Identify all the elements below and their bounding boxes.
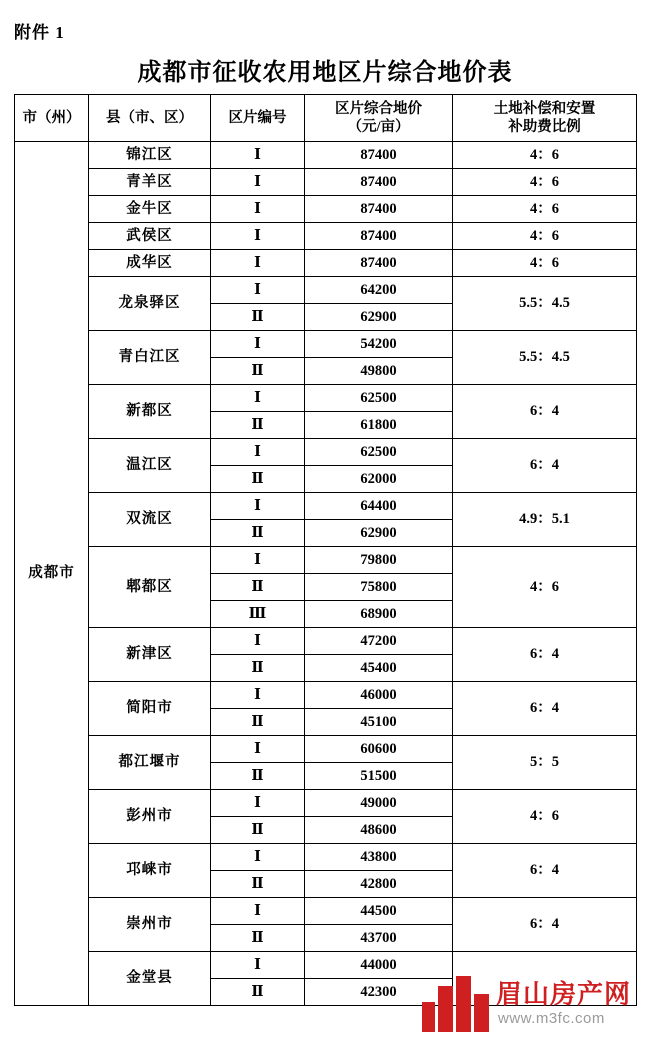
- cell-price: 68900: [305, 601, 453, 628]
- cell-zone-code: Ⅰ: [211, 223, 305, 250]
- cell-price: 87400: [305, 223, 453, 250]
- cell-price: 87400: [305, 169, 453, 196]
- cell-zone-code: Ⅱ: [211, 871, 305, 898]
- cell-price: 87400: [305, 196, 453, 223]
- table-row: [15, 547, 637, 574]
- cell-price: 45400: [305, 655, 453, 682]
- watermark: [422, 968, 642, 1038]
- cell-zone-code: Ⅱ: [211, 466, 305, 493]
- cell-ratio: 4：6: [453, 169, 637, 196]
- table-row: [15, 628, 637, 655]
- cell-zone-code: Ⅱ: [211, 979, 305, 1006]
- cell-zone-code: Ⅰ: [211, 547, 305, 574]
- cell-zone-code: Ⅱ: [211, 358, 305, 385]
- cell-zone-code: Ⅰ: [211, 385, 305, 412]
- cell-price: 43800: [305, 844, 453, 871]
- cell-price: 79800: [305, 547, 453, 574]
- cell-ratio: 4：6: [453, 790, 637, 844]
- cell-county: 青白江区: [89, 331, 211, 385]
- cell-ratio: 6：4: [453, 898, 637, 952]
- cell-price: 44500: [305, 898, 453, 925]
- land-price-table: [14, 94, 637, 1006]
- cell-county: 双流区: [89, 493, 211, 547]
- cell-ratio: 4：6: [453, 196, 637, 223]
- table-row: [15, 331, 637, 358]
- table-row: [15, 277, 637, 304]
- cell-ratio: 4：6: [453, 250, 637, 277]
- table-row: [15, 223, 637, 250]
- cell-zone-code: Ⅰ: [211, 790, 305, 817]
- column-header-ratio: [453, 95, 637, 142]
- cell-price: 60600: [305, 736, 453, 763]
- cell-zone-code: Ⅰ: [211, 142, 305, 169]
- cell-ratio: 6：4: [453, 682, 637, 736]
- page-title: 成都市征收农用地区片综合地价表: [137, 60, 513, 86]
- cell-price: 61800: [305, 412, 453, 439]
- column-header-price-line1: 区片综合地价: [335, 100, 422, 117]
- cell-county: 温江区: [89, 439, 211, 493]
- watermark-site-name: 眉山房产网: [496, 979, 632, 1009]
- cell-county: 邛崃市: [89, 844, 211, 898]
- table-row: [15, 844, 637, 871]
- cell-price: 87400: [305, 142, 453, 169]
- column-header-zone-code: 区片编号: [211, 95, 305, 142]
- cell-price: 54200: [305, 331, 453, 358]
- cell-price: 62900: [305, 520, 453, 547]
- column-header-ratio-line1: 土地补偿和安置: [493, 100, 596, 117]
- cell-zone-code: Ⅰ: [211, 898, 305, 925]
- cell-county: 新津区: [89, 628, 211, 682]
- table-row: [15, 493, 637, 520]
- table-row: [15, 142, 637, 169]
- cell-price: 42800: [305, 871, 453, 898]
- cell-price: 47200: [305, 628, 453, 655]
- table-header-row: [15, 95, 637, 142]
- cell-county: 武侯区: [89, 223, 211, 250]
- cell-zone-code: Ⅱ: [211, 925, 305, 952]
- cell-price: 64200: [305, 277, 453, 304]
- cell-county: 龙泉驿区: [89, 277, 211, 331]
- cell-zone-code: Ⅰ: [211, 736, 305, 763]
- cell-ratio: 6：4: [453, 439, 637, 493]
- table-row: [15, 790, 637, 817]
- cell-zone-code: Ⅱ: [211, 574, 305, 601]
- attachment-label: 附件 1: [14, 23, 65, 42]
- cell-ratio: 4：6: [453, 142, 637, 169]
- cell-price: 62000: [305, 466, 453, 493]
- cell-zone-code: Ⅰ: [211, 844, 305, 871]
- cell-price: 87400: [305, 250, 453, 277]
- cell-price: 49800: [305, 358, 453, 385]
- cell-zone-code: Ⅲ: [211, 601, 305, 628]
- table-row: [15, 385, 637, 412]
- cell-county: 简阳市: [89, 682, 211, 736]
- table-row: [15, 250, 637, 277]
- cell-price: 75800: [305, 574, 453, 601]
- cell-county: 崇州市: [89, 898, 211, 952]
- column-header-price-line2: （元/亩）: [347, 119, 410, 135]
- cell-price: 44000: [305, 952, 453, 979]
- cell-county: 成华区: [89, 250, 211, 277]
- cell-zone-code: Ⅱ: [211, 817, 305, 844]
- cell-zone-code: Ⅱ: [211, 412, 305, 439]
- table-row: [15, 736, 637, 763]
- cell-ratio: 6：4: [453, 844, 637, 898]
- cell-county: 新都区: [89, 385, 211, 439]
- cell-zone-code: Ⅰ: [211, 250, 305, 277]
- cell-county: 锦江区: [89, 142, 211, 169]
- table-row: [15, 169, 637, 196]
- cell-county: 金牛区: [89, 196, 211, 223]
- table-row: [15, 439, 637, 466]
- cell-zone-code: Ⅰ: [211, 952, 305, 979]
- cell-ratio: 4：6: [453, 547, 637, 628]
- cell-ratio: 6：4: [453, 628, 637, 682]
- column-header-ratio-line2: 补助费比例: [508, 119, 581, 135]
- cell-price: 46000: [305, 682, 453, 709]
- cell-price: 49000: [305, 790, 453, 817]
- cell-zone-code: Ⅰ: [211, 628, 305, 655]
- cell-zone-code: Ⅰ: [211, 439, 305, 466]
- cell-ratio: 4.9：5.1: [453, 493, 637, 547]
- table-row: [15, 898, 637, 925]
- cell-ratio: 5.5：4.5: [453, 331, 637, 385]
- cell-zone-code: Ⅱ: [211, 763, 305, 790]
- cell-price: 64400: [305, 493, 453, 520]
- cell-ratio: 6：4: [453, 385, 637, 439]
- cell-ratio: 5.5：4.5: [453, 277, 637, 331]
- cell-county: 青羊区: [89, 169, 211, 196]
- cell-price: 48600: [305, 817, 453, 844]
- cell-price: 62500: [305, 385, 453, 412]
- cell-zone-code: Ⅰ: [211, 277, 305, 304]
- cell-zone-code: Ⅱ: [211, 709, 305, 736]
- cell-ratio: 5：5: [453, 736, 637, 790]
- cell-zone-code: Ⅱ: [211, 655, 305, 682]
- cell-county: 郫都区: [89, 547, 211, 628]
- building-logo-icon: [422, 974, 492, 1032]
- column-header-price: [305, 95, 453, 142]
- column-header-city: 市（州）: [15, 95, 89, 142]
- cell-ratio: 4：6: [453, 223, 637, 250]
- cell-zone-code: Ⅰ: [211, 682, 305, 709]
- cell-price: 43700: [305, 925, 453, 952]
- cell-zone-code: Ⅰ: [211, 169, 305, 196]
- cell-zone-code: Ⅰ: [211, 493, 305, 520]
- cell-price: 51500: [305, 763, 453, 790]
- table-row: [15, 682, 637, 709]
- cell-price: 42300: [305, 979, 453, 1006]
- column-header-county: 县（市、区）: [89, 95, 211, 142]
- cell-county: 都江堰市: [89, 736, 211, 790]
- cell-zone-code: Ⅱ: [211, 304, 305, 331]
- table-header: [15, 95, 637, 142]
- table-row: [15, 196, 637, 223]
- watermark-url: www.m3fc.com: [498, 1010, 605, 1027]
- cell-county: 彭州市: [89, 790, 211, 844]
- cell-city: 成都市: [15, 142, 89, 1006]
- cell-price: 62500: [305, 439, 453, 466]
- cell-zone-code: Ⅱ: [211, 520, 305, 547]
- cell-zone-code: Ⅰ: [211, 196, 305, 223]
- cell-price: 45100: [305, 709, 453, 736]
- table-body: [15, 142, 637, 1006]
- cell-county: 金堂县: [89, 952, 211, 1006]
- cell-price: 62900: [305, 304, 453, 331]
- cell-zone-code: Ⅰ: [211, 331, 305, 358]
